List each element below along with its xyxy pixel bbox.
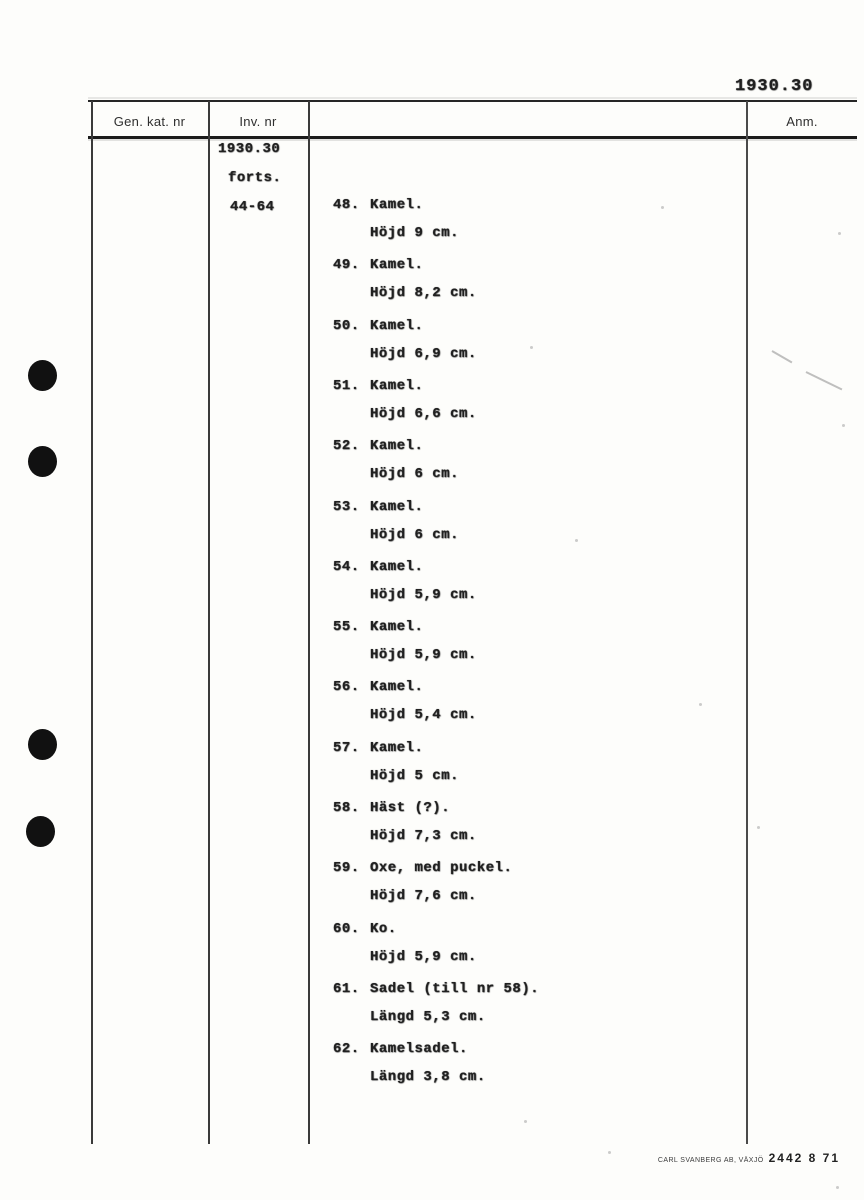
page-number: 1930.30 — [735, 77, 814, 96]
inventory-entry — [333, 619, 477, 663]
entry-measure: Höjd 6 cm. — [370, 527, 460, 543]
entry-measure: Höjd 6,6 cm. — [370, 406, 477, 422]
entry-name: Kamel. — [370, 197, 424, 213]
entry-name: Kamel. — [370, 438, 424, 454]
inventory-entry — [333, 318, 477, 362]
scan-speck — [757, 826, 760, 829]
inv-nr-value: 1930.30 — [218, 141, 281, 157]
entry-number: 53. — [333, 499, 360, 515]
punch-hole — [28, 729, 57, 760]
scan-speck — [530, 346, 533, 349]
punch-hole — [26, 816, 55, 847]
entry-measure: Höjd 7,6 cm. — [370, 888, 477, 904]
entry-number: 48. — [333, 197, 360, 213]
scan-speck — [524, 1120, 527, 1123]
inventory-entry — [333, 1041, 486, 1085]
inventory-entry — [333, 679, 477, 723]
entry-name: Kamel. — [370, 679, 424, 695]
column-header-gen-kat-nr: Gen. kat. nr — [113, 113, 186, 129]
entry-name: Oxe, med puckel. — [370, 860, 513, 876]
inventory-entry — [333, 257, 477, 301]
entry-measure: Längd 3,8 cm. — [370, 1069, 486, 1085]
entry-name: Kamel. — [370, 378, 424, 394]
entry-measure: Höjd 5 cm. — [370, 768, 460, 784]
pencil-mark — [806, 371, 843, 390]
punch-hole — [28, 446, 57, 477]
inventory-entry — [333, 860, 512, 904]
entry-name: Kamelsadel. — [370, 1041, 468, 1057]
inventory-entry — [333, 981, 539, 1025]
scan-speck — [661, 206, 664, 209]
entry-number: 58. — [333, 800, 360, 816]
table-top-border — [88, 100, 857, 102]
scan-speck — [838, 232, 841, 235]
entry-measure: Höjd 5,9 cm. — [370, 647, 477, 663]
entry-number: 49. — [333, 257, 360, 273]
printer-name: CARL SVANBERG AB, VÄXJÖ — [657, 1157, 764, 1164]
inventory-entry — [333, 378, 477, 422]
entry-name: Kamel. — [370, 559, 424, 575]
entry-measure: Höjd 5,4 cm. — [370, 707, 477, 723]
punch-hole — [28, 360, 57, 391]
scan-speck — [699, 703, 702, 706]
entry-measure: Höjd 6 cm. — [370, 466, 460, 482]
entry-number: 59. — [333, 860, 360, 876]
column-header-inv-nr: Inv. nr — [239, 113, 277, 129]
entry-name: Kamel. — [370, 318, 424, 334]
entry-name: Ko. — [370, 921, 397, 937]
column-divider-genkat-invnr — [208, 101, 210, 1144]
inventory-entry — [333, 740, 459, 784]
inv-nr-continuation: forts. — [228, 170, 282, 186]
entry-name: Kamel. — [370, 740, 424, 756]
scan-speck — [836, 1186, 839, 1189]
printer-code: 2442 8 71 — [768, 1151, 840, 1165]
entry-name: Sadel (till nr 58). — [370, 981, 540, 997]
inventory-entry — [333, 499, 459, 543]
table-left-border — [91, 101, 93, 1144]
inventory-entry — [333, 921, 477, 965]
column-header-anm: Anm. — [786, 113, 818, 129]
entry-measure: Höjd 9 cm. — [370, 225, 460, 241]
entry-name: Kamel. — [370, 257, 424, 273]
entry-measure: Längd 5,3 cm. — [370, 1009, 486, 1025]
entry-measure: Höjd 8,2 cm. — [370, 285, 477, 301]
entry-number: 50. — [333, 318, 360, 334]
pencil-mark — [772, 350, 793, 363]
scan-speck — [842, 424, 845, 427]
entry-name: Kamel. — [370, 619, 424, 635]
table-header-divider — [88, 136, 857, 139]
entry-name: Häst (?). — [370, 800, 451, 816]
printer-footer — [658, 1151, 840, 1165]
scan-speck — [575, 539, 578, 542]
entry-measure: Höjd 5,9 cm. — [370, 949, 477, 965]
inv-nr-block — [212, 141, 306, 228]
entry-name: Kamel. — [370, 499, 424, 515]
entry-number: 51. — [333, 378, 360, 394]
entry-measure: Höjd 5,9 cm. — [370, 587, 477, 603]
entry-number: 56. — [333, 679, 360, 695]
entry-number: 61. — [333, 981, 360, 997]
entry-number: 55. — [333, 619, 360, 635]
column-divider-invnr-main — [308, 101, 310, 1144]
inventory-entry — [333, 800, 477, 844]
entry-measure: Höjd 6,9 cm. — [370, 346, 477, 362]
entry-number: 54. — [333, 559, 360, 575]
entry-number: 52. — [333, 438, 360, 454]
scan-speck — [608, 1151, 611, 1154]
inv-nr-range: 44-64 — [230, 199, 275, 215]
inventory-entry — [333, 559, 477, 603]
entry-number: 57. — [333, 740, 360, 756]
inventory-entry — [333, 438, 459, 482]
inventory-entry — [333, 197, 459, 241]
entry-number: 60. — [333, 921, 360, 937]
column-divider-main-anm — [746, 101, 748, 1144]
entry-measure: Höjd 7,3 cm. — [370, 828, 477, 844]
entry-number: 62. — [333, 1041, 360, 1057]
